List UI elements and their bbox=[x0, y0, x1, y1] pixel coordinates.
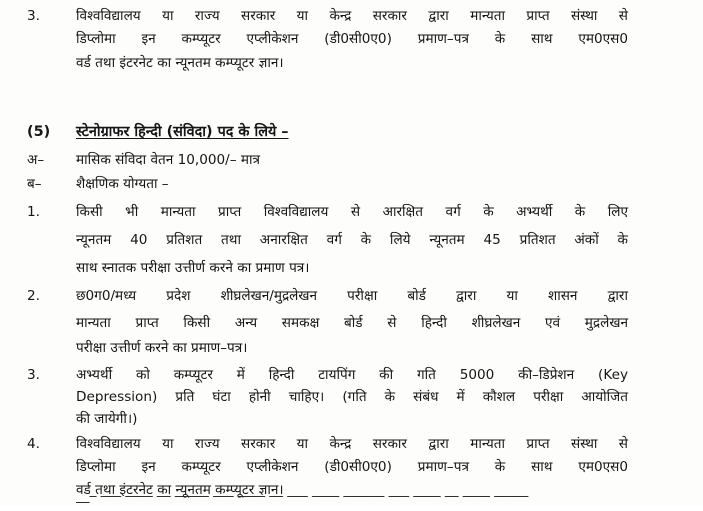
qual-item-2-number: 2. bbox=[27, 288, 40, 304]
qualification-marker: ब– bbox=[27, 176, 42, 192]
qual-item-1-text-line-1: किसी भी मान्यता प्राप्त विश्वविद्यालय से आरक्षित वर्ग के अभ्यर्थी के लिए bbox=[76, 204, 628, 220]
qual-item-2-text-line-2: मान्यता प्राप्त किसी अन्य समकक्ष बोर्ड से हिन्दी शीघ्रलेखन एवं मुद्रलेखन bbox=[76, 315, 628, 331]
qual-item-3-text-line-3: की जायेगी।) bbox=[76, 411, 138, 427]
section-5-number: (5) bbox=[27, 124, 51, 140]
qual-item-3-text-line-1: अभ्यर्थी को कम्प्यूटर में हिन्दी टायपिंग की गति 5000 की–डिप्रेशन (Key bbox=[76, 367, 628, 383]
qualification-text: शैक्षणिक योग्यता – bbox=[76, 176, 169, 192]
item-3-text-line-3: वर्ड तथा इंटरनेट का न्यूनतम कम्प्यूटर ज्ञान। bbox=[76, 55, 284, 71]
salary-text: मासिक संविदा वेतन 10,000/– मात्र bbox=[76, 152, 261, 168]
item-3-text-line-1: विश्वविद्यालय या राज्य सरकार या केन्द्र सरकार द्वारा मान्यता प्राप्त संस्था से bbox=[76, 8, 628, 24]
section-5-title: स्टेनोग्राफर हिन्दी (संविदा) पद के लिये – bbox=[76, 124, 289, 140]
qual-item-3-number: 3. bbox=[27, 367, 40, 383]
qual-item-3-text-line-2: Depression) प्रति घंटा होनी चाहिए। (गति के संबंध में कौशल परीक्षा आयोजित bbox=[76, 389, 628, 405]
qual-item-4-text-line-3: वर्ड तथा इंटरनेट का न्यूनतम कम्प्यूटर ज्ञान। bbox=[76, 482, 284, 498]
qual-item-4-text-line-2: डिप्लोमा इन कम्प्यूटर एप्लीकेशन (डी0सी0ए0) प्रमाण–पत्र के साथ एम0एस0 bbox=[76, 459, 628, 475]
qual-item-2-text-line-3: परीक्षा उत्तीर्ण करने का प्रमाण–पत्र। bbox=[76, 340, 248, 356]
qual-item-1-text-line-3: साथ स्नातक परीक्षा उत्तीर्ण करने का प्रमाण पत्र। bbox=[76, 260, 310, 276]
cut-off-next-line bbox=[0, 494, 703, 511]
cut-off-glyph-tops: ―‾ ‾‾‾ ‾‾‾‾ ‾‾ ‾‾‾‾‾ ‾‾‾ ‾‾‾‾ ‾‾ ‾‾‾ ‾‾‾‾ ‾‾‾‾‾‾ ‾‾‾ ‾‾‾‾ ‾‾ ‾‾‾‾ ‾‾‾‾‾ bbox=[76, 494, 529, 510]
item-3-number: 3. bbox=[27, 8, 40, 24]
item-3-text-line-2: डिप्लोमा इन कम्प्यूटर एप्लीकेशन (डी0सी0ए0) प्रमाण–पत्र के साथ एम0एस0 bbox=[76, 31, 628, 47]
qual-item-1-text-line-2: न्यूनतम 40 प्रतिशत तथा अनारक्षित वर्ग के लिये न्यूनतम 45 प्रतिशत अंकों के bbox=[76, 232, 628, 248]
salary-marker: अ– bbox=[27, 152, 45, 168]
qual-item-2-text-line-1: छ0ग0/मध्य प्रदेश शीघ्रलेखन/मुद्रलेखन परीक्षा बोर्ड द्वारा या शासन द्वारा bbox=[76, 288, 628, 304]
qual-item-4-number: 4. bbox=[27, 436, 40, 452]
qual-item-1-number: 1. bbox=[27, 204, 40, 220]
qual-item-4-text-line-1: विश्वविद्यालय या राज्य सरकार या केन्द्र सरकार द्वारा मान्यता प्राप्त संस्था से bbox=[76, 436, 628, 452]
